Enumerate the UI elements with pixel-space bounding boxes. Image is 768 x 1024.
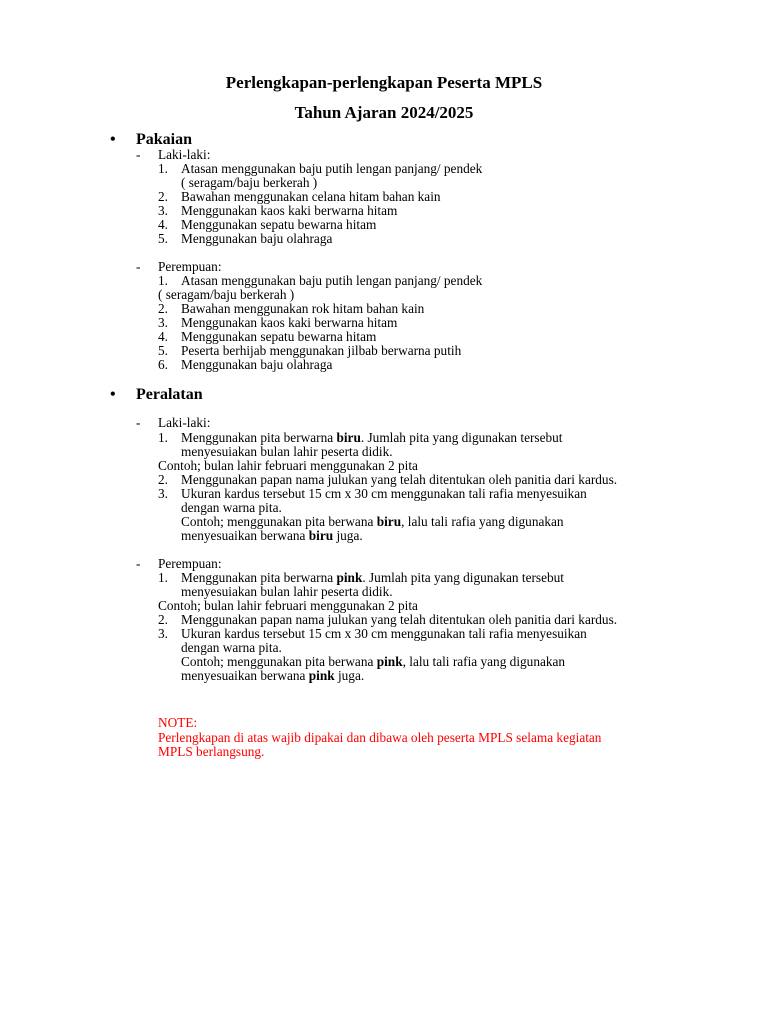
list-item-continuation: dengan warna pita. — [181, 640, 282, 655]
item-number: 2. — [158, 612, 168, 627]
list-item: Menggunakan kaos kaki berwarna hitam — [181, 203, 398, 218]
text-run: . Jumlah pita yang digunakan tersebut — [362, 570, 564, 585]
document-subtitle: Tahun Ajaran 2024/2025 — [294, 103, 474, 122]
item-number: 1. — [158, 570, 168, 585]
item-number: 4. — [158, 217, 168, 232]
example-line — [181, 529, 363, 543]
group-label: Laki-laki: — [158, 415, 211, 430]
group-label: Perempuan: — [158, 259, 222, 274]
item-number: 3. — [158, 486, 168, 501]
color-emphasis: pink — [336, 570, 363, 585]
text-run: , lalu tali rafia yang digunakan — [402, 654, 566, 669]
note-text: Perlengkapan di atas wajib dipakai dan dibawa oleh peserta MPLS selama kegiatan — [158, 730, 602, 745]
list-item: Menggunakan kaos kaki berwarna hitam — [181, 315, 398, 330]
dash-marker: - — [136, 556, 141, 571]
item-number: 6. — [158, 357, 168, 372]
list-item: Ukuran kardus tersebut 15 cm x 30 cm menggunakan tali rafia menyesuikan — [181, 486, 587, 501]
example-line — [181, 515, 564, 529]
dash-marker: - — [136, 259, 141, 274]
text-run: juga. — [334, 668, 365, 683]
color-emphasis: biru — [308, 528, 334, 543]
group-label: Laki-laki: — [158, 147, 211, 162]
dash-marker: - — [136, 147, 141, 162]
bullet-icon: • — [110, 131, 116, 148]
text-run: Contoh; menggunakan pita berwana — [181, 654, 377, 669]
item-number: 3. — [158, 203, 168, 218]
example-line — [181, 669, 364, 683]
list-item-continuation: menyesuiakan bulan lahir peserta didik. — [181, 584, 393, 599]
text-run: Menggunakan pita berwarna — [181, 430, 337, 445]
text-run: menyesuaikan berwana — [181, 528, 309, 543]
list-item-continuation: ( seragam/baju berkerah ) — [158, 287, 295, 302]
list-item — [181, 431, 562, 445]
text-run: menyesuaikan berwana — [181, 668, 309, 683]
item-number: 4. — [158, 329, 168, 344]
item-number: 1. — [158, 161, 168, 176]
item-number: 3. — [158, 626, 168, 641]
list-item: Atasan menggunakan baju putih lengan panjang/ pendek — [181, 161, 483, 176]
item-number: 5. — [158, 231, 168, 246]
section-peralatan — [110, 385, 203, 405]
note-label: NOTE: — [158, 715, 198, 730]
list-item — [181, 571, 564, 585]
section-heading: Pakaian — [136, 131, 193, 148]
item-number: 2. — [158, 472, 168, 487]
list-item: Bawahan menggunakan rok hitam bahan kain — [181, 301, 425, 316]
item-number: 1. — [158, 273, 168, 288]
document-title: Perlengkapan-perlengkapan Peserta MPLS — [225, 73, 543, 92]
example-line — [181, 655, 565, 669]
color-emphasis: biru — [376, 514, 402, 529]
text-run: . Jumlah pita yang digunakan tersebut — [360, 430, 563, 445]
note-text: MPLS berlangsung. — [158, 744, 265, 759]
list-item: Menggunakan sepatu bewarna hitam — [181, 217, 377, 232]
example-line: Contoh; bulan lahir februari menggunakan 2 pita — [158, 598, 418, 613]
color-emphasis: pink — [376, 654, 403, 669]
list-item-continuation: ( seragam/baju berkerah ) — [181, 175, 318, 190]
item-number: 5. — [158, 343, 168, 358]
text-run: Contoh; menggunakan pita berwana — [181, 514, 377, 529]
item-number: 2. — [158, 301, 168, 316]
color-emphasis: biru — [336, 430, 361, 445]
section-heading: Peralatan — [136, 386, 203, 403]
list-item: Ukuran kardus tersebut 15 cm x 30 cm menggunakan tali rafia menyesuikan — [181, 626, 587, 641]
list-item: Menggunakan baju olahraga — [181, 357, 333, 372]
list-item-continuation: menyesuiakan bulan lahir peserta didik. — [181, 444, 393, 459]
list-item: Menggunakan papan nama julukan yang telah ditentukan oleh panitia dari kardus. — [181, 612, 618, 627]
text-run: , lalu tali rafia yang digunakan — [401, 514, 564, 529]
list-item: Peserta berhijab menggunakan jilbab berwarna putih — [181, 343, 462, 358]
list-item: Bawahan menggunakan celana hitam bahan kain — [181, 189, 441, 204]
text-run: Menggunakan pita berwarna — [181, 570, 337, 585]
list-item: Menggunakan sepatu bewarna hitam — [181, 329, 377, 344]
list-item: Menggunakan baju olahraga — [181, 231, 333, 246]
item-number: 1. — [158, 430, 168, 445]
list-item-continuation: dengan warna pita. — [181, 500, 282, 515]
bullet-icon: • — [110, 386, 116, 403]
item-number: 3. — [158, 315, 168, 330]
example-line: Contoh; bulan lahir februari menggunakan 2 pita — [158, 458, 418, 473]
group-label: Perempuan: — [158, 556, 222, 571]
color-emphasis: pink — [308, 668, 335, 683]
list-item: Atasan menggunakan baju putih lengan panjang/ pendek — [181, 273, 483, 288]
dash-marker: - — [136, 415, 141, 430]
list-item: Menggunakan papan nama julukan yang telah ditentukan oleh panitia dari kardus. — [181, 472, 618, 487]
item-number: 2. — [158, 189, 168, 204]
text-run: juga. — [333, 528, 363, 543]
